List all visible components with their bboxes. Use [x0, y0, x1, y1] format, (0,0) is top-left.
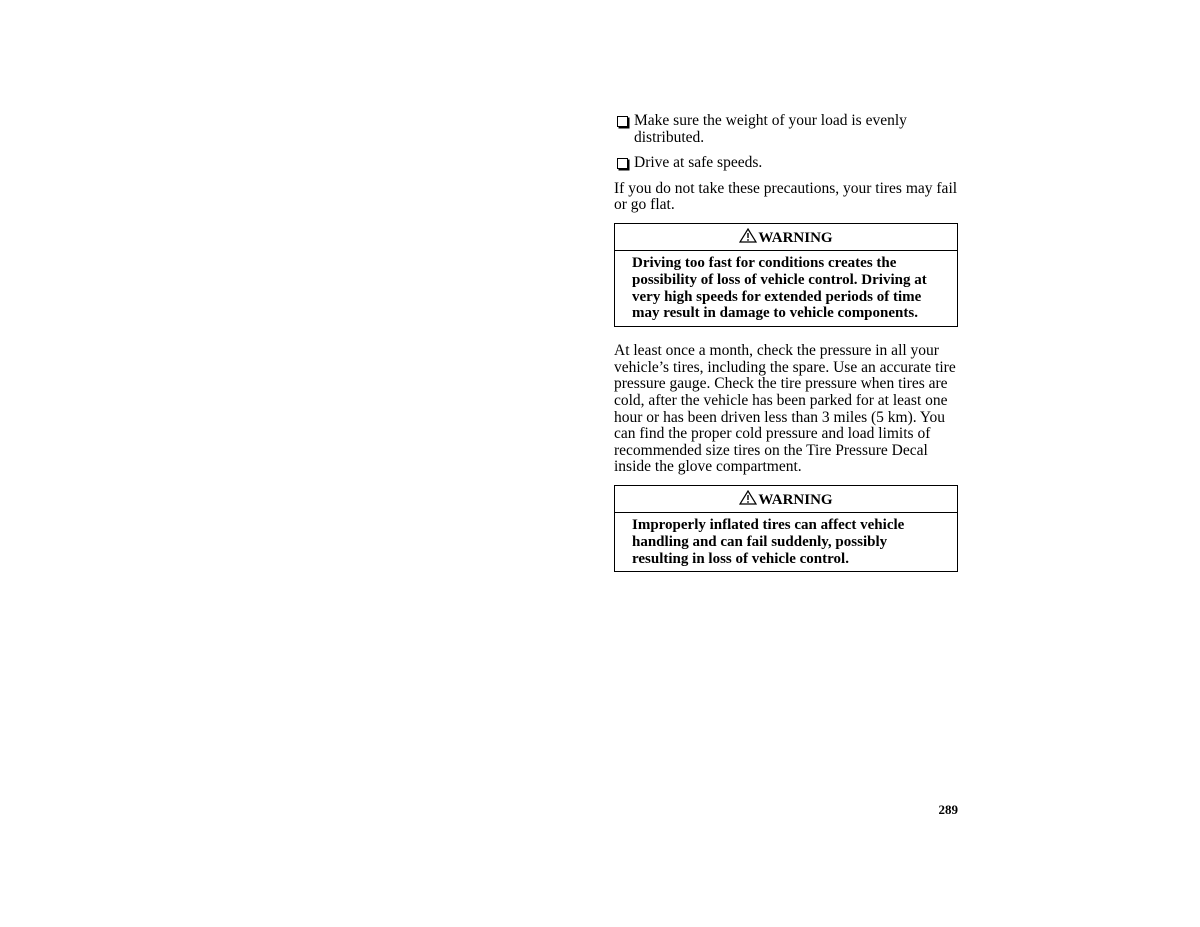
checklist-item [614, 113, 958, 146]
checkbox-icon [617, 116, 628, 127]
warning-text: Driving too fast for conditions creates the possibility of loss of vehicle control. Driving at very high speeds for extended periods of time may result in damage to vehicle components. [632, 254, 927, 322]
warning-title: WARNING [758, 491, 833, 508]
warning-triangle-icon [739, 490, 757, 505]
warning-text: Improperly inflated tires can affect vehicle handling and can fail suddenly, possibly resulting in loss of vehicle control. [632, 516, 905, 567]
precautions-paragraph: If you do not take these precautions, your tires may fail or go flat. [614, 179, 958, 214]
warning-box-speed [614, 223, 958, 327]
checklist-item [614, 155, 958, 172]
warning-box-inflation [614, 485, 958, 572]
checkbox-icon [617, 158, 628, 169]
text-column [614, 113, 958, 588]
warning-title: WARNING [758, 229, 833, 246]
warning-header [615, 486, 957, 513]
pressure-check-paragraph: At least once a month, check the pressure in all your vehicle’s tires, including the spare. Use an accurate tire pressure gauge. Check the tire pressure when tires are cold, after the vehicle has been parked for at least one hour or has been driven less than 3 miles (5 km). You can find the proper cold pressure and load limits of recommended size tires on the Tire Pressure Decal inside the glove compartment. [614, 342, 956, 476]
checklist-item-text: Drive at safe speeds. [634, 154, 763, 172]
warning-header [615, 224, 957, 251]
warning-triangle-icon [739, 228, 757, 243]
page-number: 289 [938, 802, 958, 817]
checklist-item-text: Make sure the weight of your load is evenly distributed. [634, 112, 907, 146]
